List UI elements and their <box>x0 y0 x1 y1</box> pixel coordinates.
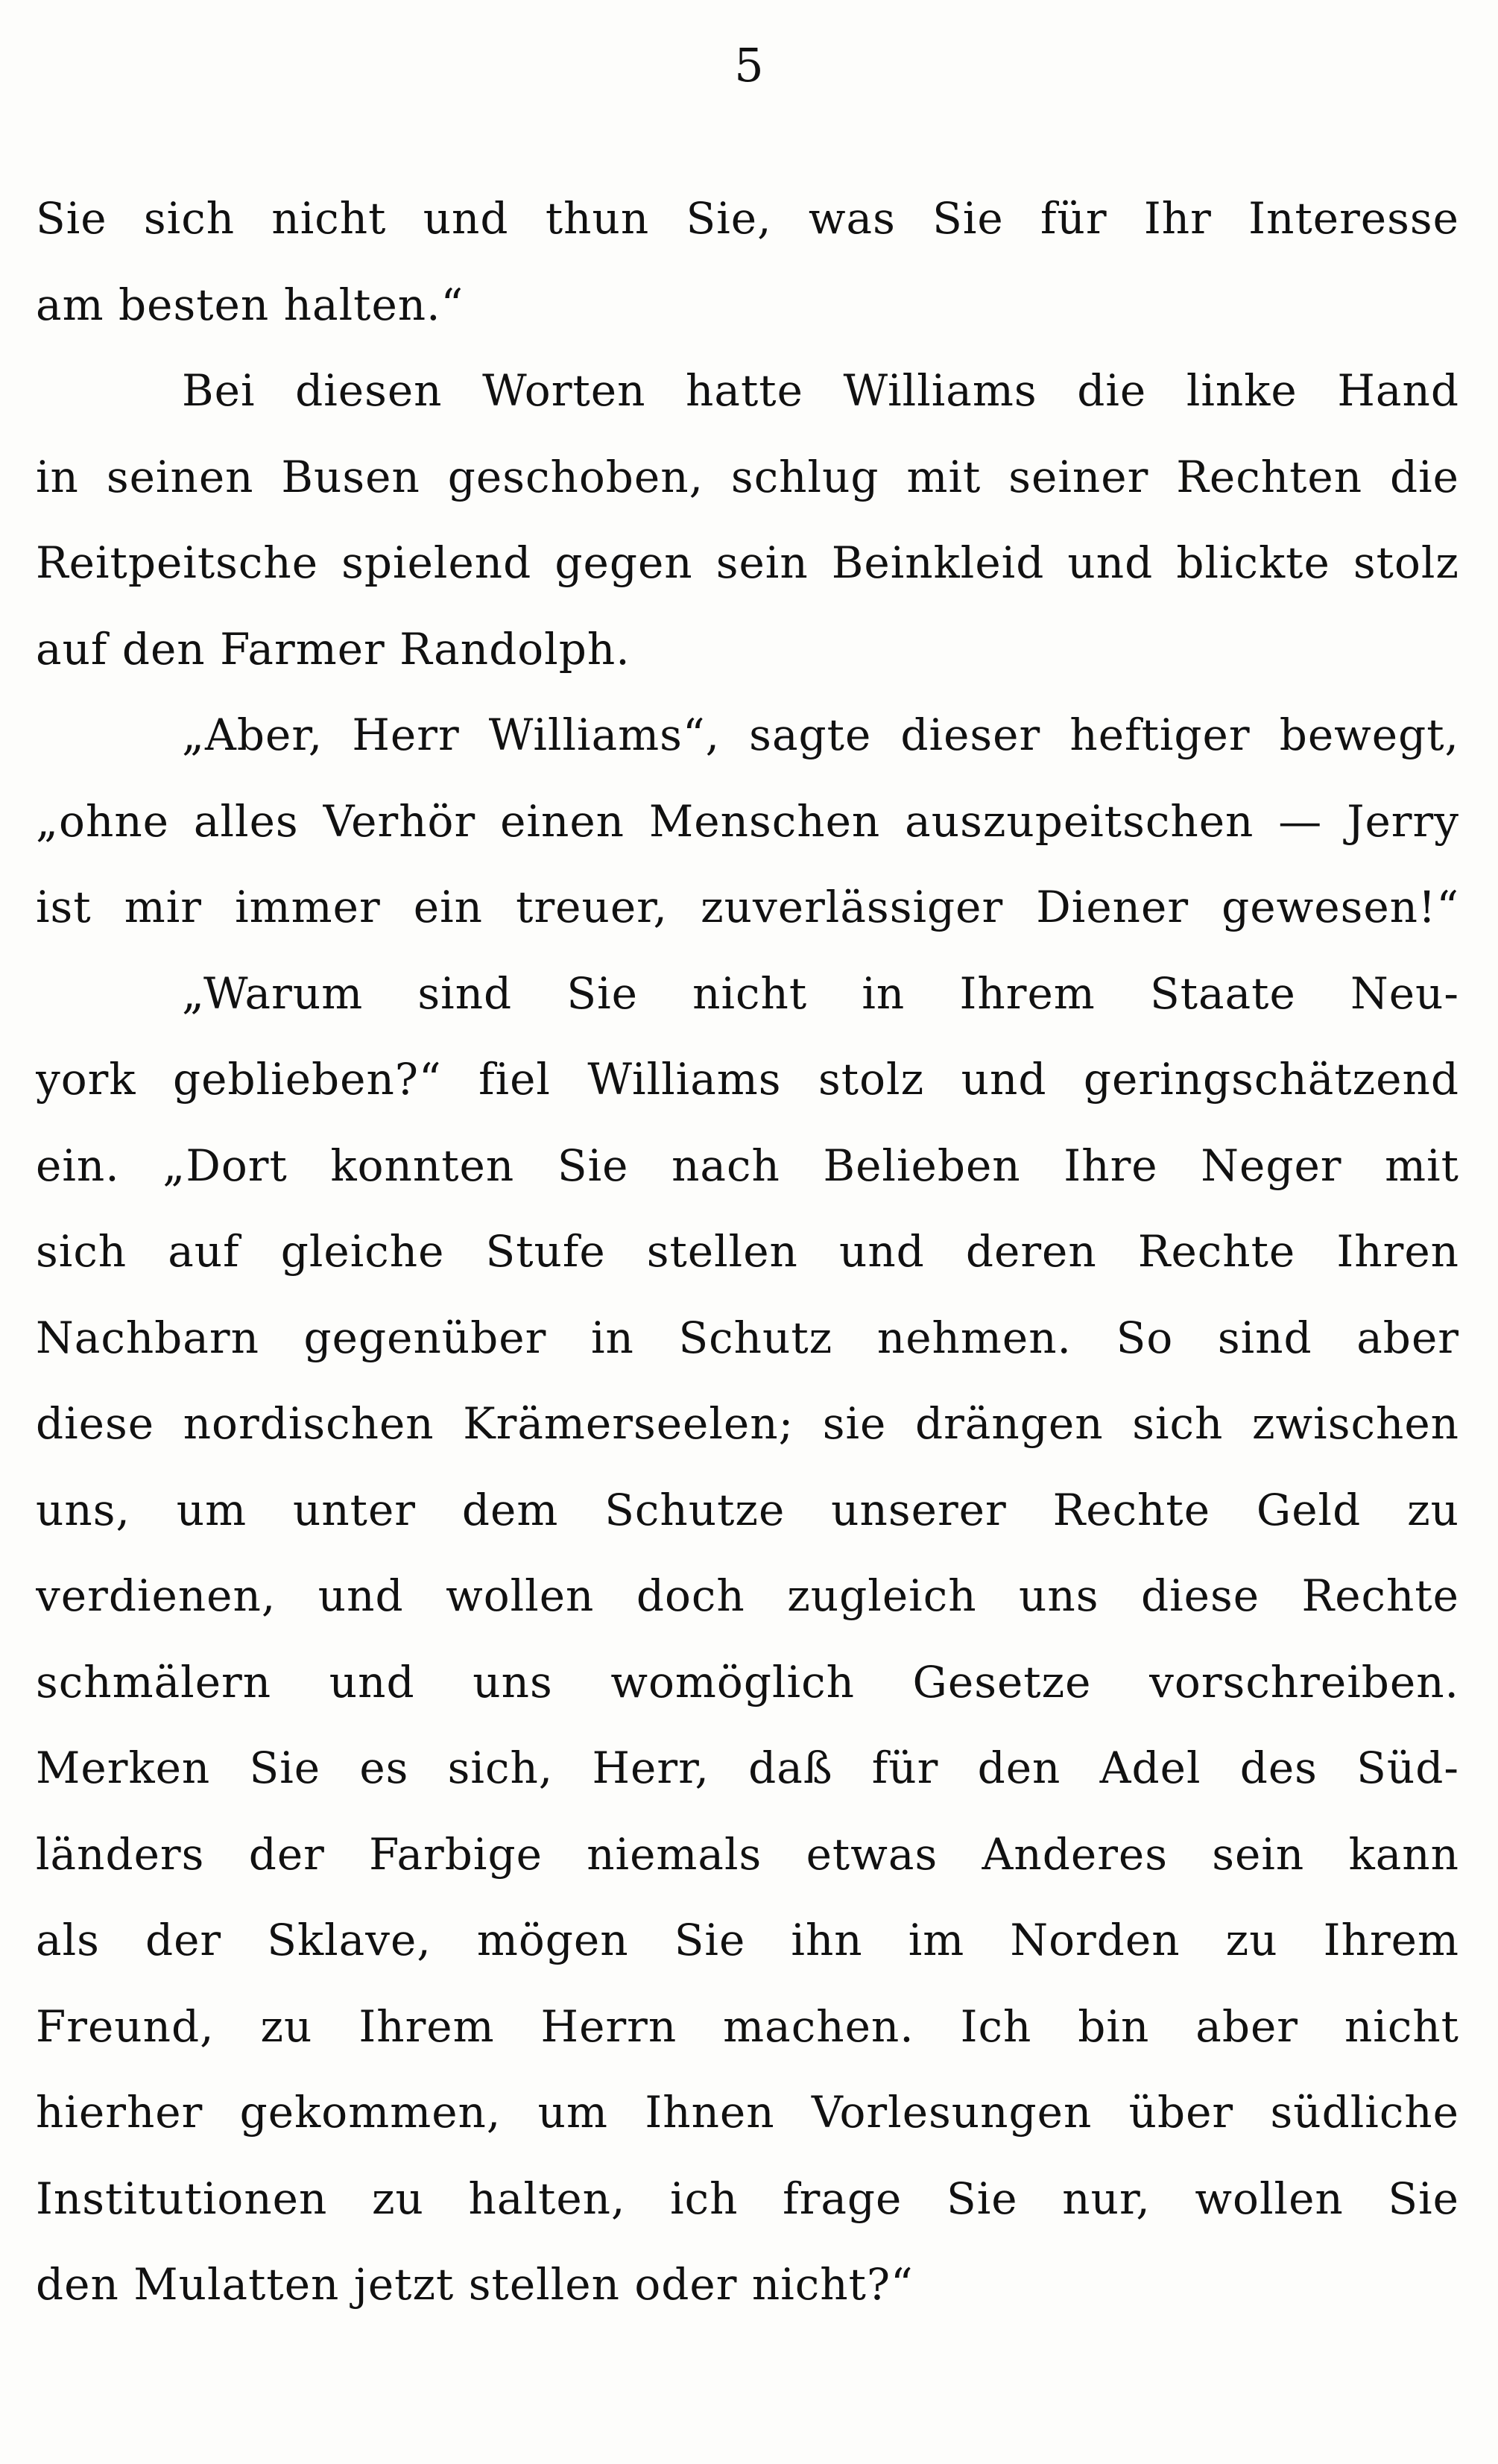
text-line: den Mulatten jetzt stellen oder nicht?“ <box>36 2259 914 2310</box>
text-line: ist mir immer ein treuer, zuverlässiger Diener gewesen!“ <box>36 882 1459 932</box>
text-line: york geblieben?“ fiel Williams stolz und geringschätzend <box>36 1054 1459 1105</box>
text-line: länders der Farbige niemals etwas Anderes sein kann <box>36 1828 1459 1880</box>
body-text <box>36 176 1459 2328</box>
text-line: Reitpeitsche spielend gegen sein Beinkleid und blickte stolz <box>36 537 1459 588</box>
text-line: Nachbarn gegenüber in Schutz nehmen. So sind aber <box>36 1312 1459 1363</box>
text-line: diese nordischen Krämerseelen; sie drängen sich zwischen <box>36 1398 1459 1449</box>
text-line: „Warum sind Sie nicht in Ihrem Staate Neu- <box>182 967 1459 1019</box>
text-line: hierher gekommen, um Ihnen Vorlesungen über südliche <box>36 2087 1459 2138</box>
text-line: uns, um unter dem Schutze unserer Rechte Geld zu <box>36 1484 1459 1535</box>
text-line: schmälern und uns womöglich Gesetze vorschreiben. <box>36 1656 1459 1708</box>
text-line: „ohne alles Verhör einen Menschen auszupeitschen — Jerry <box>36 795 1459 847</box>
text-line: Freund, zu Ihrem Herrn machen. Ich bin aber nicht <box>36 2000 1459 2052</box>
text-line: Institutionen zu halten, ich frage Sie nur, wollen Sie <box>36 2173 1459 2224</box>
text-line: Sie sich nicht und thun Sie, was Sie für Ihr Interesse <box>36 193 1459 244</box>
text-line: als der Sklave, mögen Sie ihn im Norden zu Ihrem <box>36 1915 1459 1965</box>
page-number: 5 <box>734 38 764 92</box>
text-line: auf den Farmer Randolph. <box>36 623 631 675</box>
text-line: „Aber, Herr Williams“, sagte dieser heftiger bewegt, <box>182 710 1459 760</box>
text-line: ein. „Dort konnten Sie nach Belieben Ihre Neger mit <box>36 1140 1459 1191</box>
text-line: Merken Sie es sich, Herr, daß für den Adel des Süd- <box>36 1743 1459 1793</box>
text-line: verdienen, und wollen doch zugleich uns diese Rechte <box>36 1570 1459 1621</box>
text-line: am besten halten.“ <box>36 279 464 330</box>
text-line: in seinen Busen geschoben, schlug mit seiner Rechten die <box>36 451 1459 502</box>
text-line: Bei diesen Worten hatte Williams die linke Hand <box>182 365 1459 416</box>
text-line: sich auf gleiche Stufe stellen und deren Rechte Ihren <box>36 1226 1459 1277</box>
